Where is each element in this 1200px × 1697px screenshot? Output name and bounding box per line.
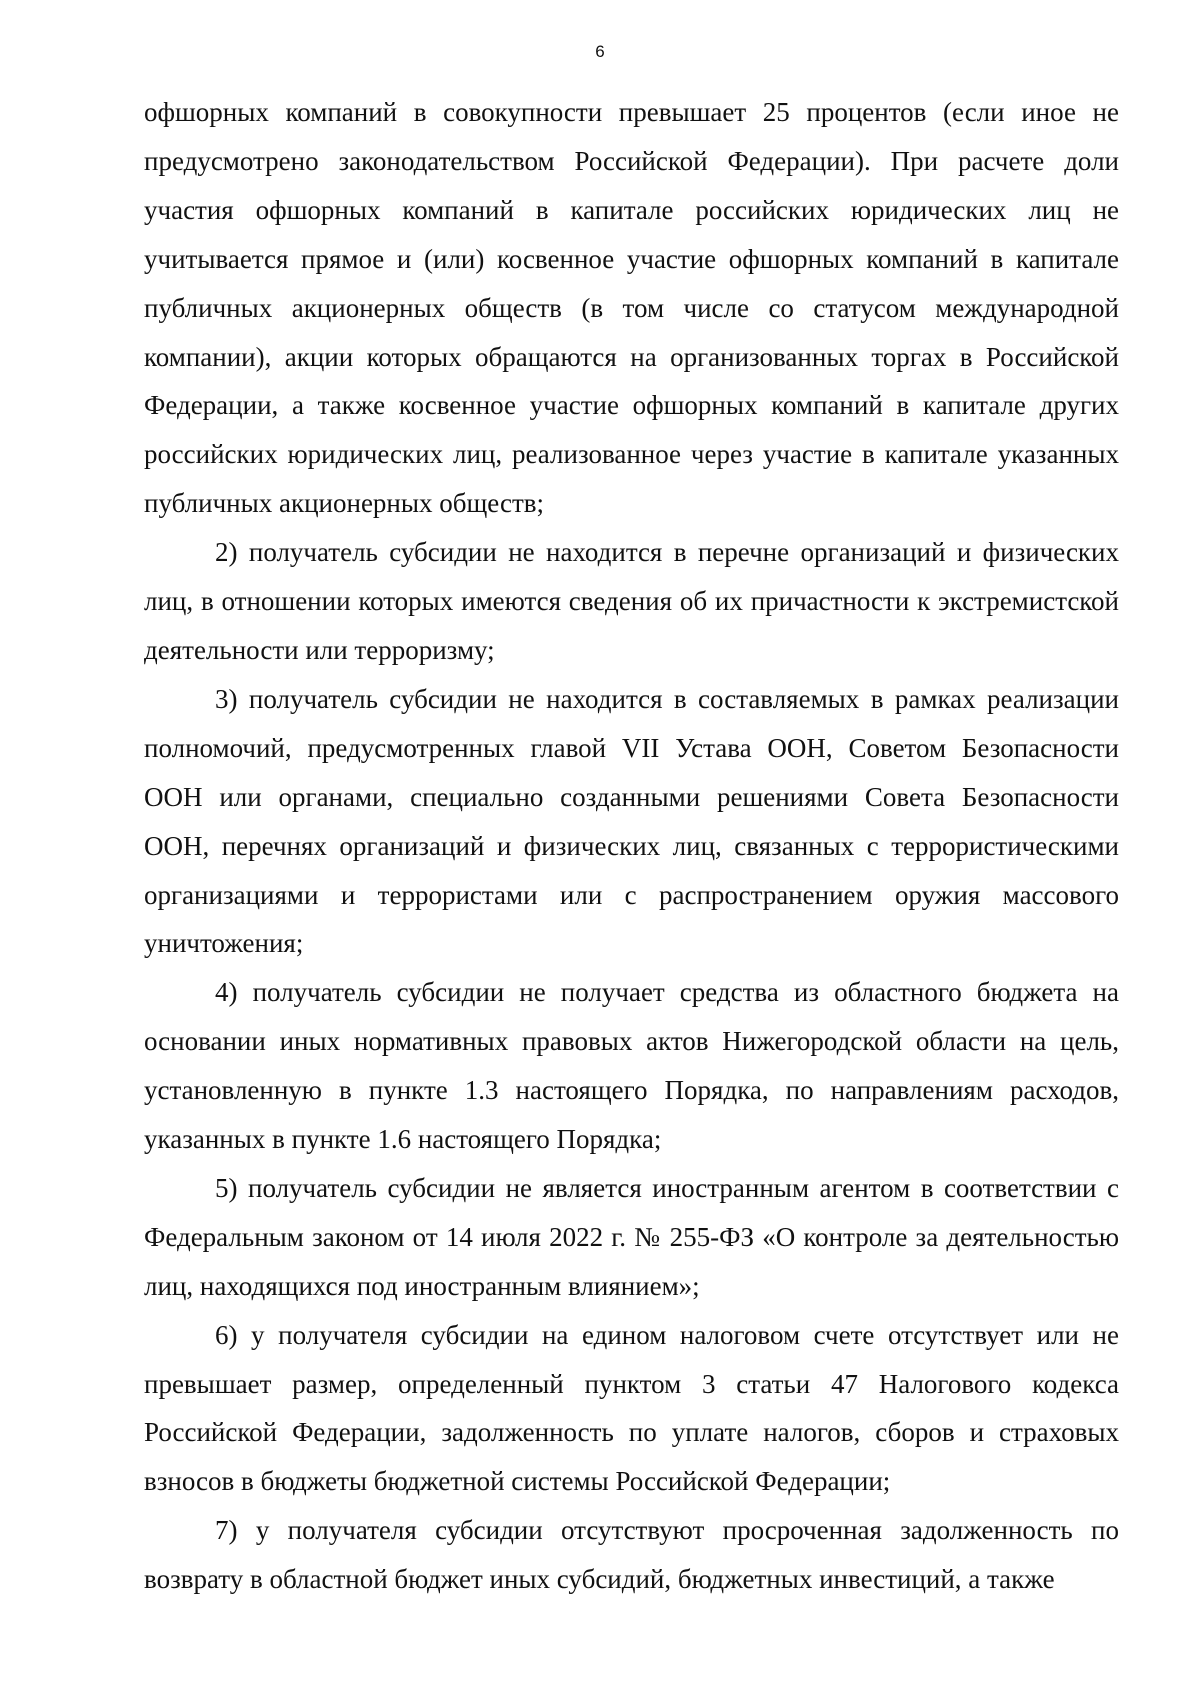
paragraph-item-7: 7) у получателя субсидии отсутствуют просроченная задолженность по возврату в областной бюджет иных субсидий, бюджетных инвестиций, а также (144, 1515, 1119, 1595)
paragraph-continuation: офшорных компаний в совокупности превышает 25 процентов (если иное не предусмотрено законодательством Российской Федерации). При расчете доли участия офшорных компаний в капитале российских юридических лиц не учитывается прямое и (или) косвенное участие офшорных компаний в капитале публичных акционерных обществ (в том числе со статусом международной компании), акции которых обращаются на организованных торгах в Российской Федерации, а также косвенное участие офшорных компаний в капитале других российских юридических лиц, реализованное через участие в капитале указанных публичных акционерных обществ; (144, 97, 1119, 519)
page-number: 6 (595, 42, 605, 61)
paragraph-item-5: 5) получатель субсидии не является иностранным агентом в соответствии с Федеральным законом от 14 июля 2022 г. № 255-ФЗ «О контроле за деятельностью лиц, находящихся под иностранным влиянием»; (144, 1172, 1119, 1301)
paragraph-item-3: 3) получатель субсидии не находится в составляемых в рамках реализации полномочий, предусмотренных главой VII Устава ООН, Советом Безопасности ООН или органами, специально созданными решениями Совета Безопасности ООН, перечнях организаций и физических лиц, связанных с террористическими организациями и террористами или с распространением оружия массового уничтожения; (144, 683, 1119, 959)
paragraph-item-4: 4) получатель субсидии не получает средства из областного бюджета на основании иных нормативных правовых актов Нижегородской области на цель, установленную в пункте 1.3 настоящего Порядка, по направлениям расходов, указанных в пункте 1.6 настоящего Порядка; (144, 977, 1119, 1155)
paragraph-item-6: 6) у получателя субсидии на едином налоговом счете отсутствует или не превышает размер, определенный пунктом 3 статьи 47 Налогового кодекса Российской Федерации, задолженность по уплате налогов, сборов и страховых взносов в бюджеты бюджетной системы Российской Федерации; (144, 1319, 1119, 1497)
document-body (144, 88, 1119, 1604)
paragraph-item-2: 2) получатель субсидии не находится в перечне организаций и физических лиц, в отношении которых имеются сведения об их причастности к экстремистской деятельности или терроризму; (144, 537, 1119, 665)
